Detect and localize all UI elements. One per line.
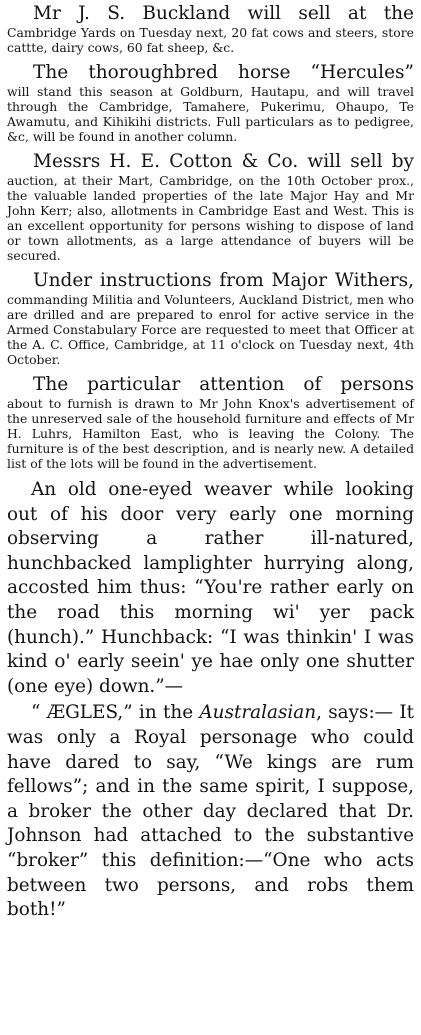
- anecdote-weaver: An old one-eyed weaver while looking out of his door very early one morning observing a rather ill-natured, hunchbacked lamplighter hurrying along, accosted him thus: “You're rather early on the road this morning wi' yer pack (hunch).” Hunchback: “I was thinkin' I was kind o' early seein' ye hae only one shutter (one eye) down.”—: [7, 479, 414, 697]
- news-item-body: will stand this season at Goldburn, Hautapu, and will travel through the Cambridge, Tamahere, Pukerimu, Ohaupo, Te Awamutu, and Kihikihi districts. Full particulars as to pedigree, &c, will be found in another column.: [7, 84, 414, 144]
- aegles-open: “ ÆGLES,” in the: [31, 702, 200, 724]
- news-item-body: Cambridge Yards on Tuesday next, 20 fat cows and steers, store cattte, dairy cows, 60 fat sheep, &c.: [7, 25, 414, 55]
- news-item-cotton-auction: [7, 151, 414, 263]
- news-item-lead: Messrs H. E. Cotton & Co. will sell by: [33, 151, 414, 172]
- news-item-hercules: [7, 62, 414, 144]
- news-item-buckland: [7, 3, 414, 55]
- news-item-lead: The particular attention of persons: [33, 374, 414, 395]
- news-item-body: commanding Militia and Volunteers, Auckland District, men who are drilled and are prepared to enrol for active service in the Armed Constabulary Force are requested to meet that Officer at the A. C. Office, Cambridge, at 11 o'clock on Tuesday next, 4th October.: [7, 292, 414, 367]
- news-item-body: auction, at their Mart, Cambridge, on the 10th October prox., the valuable landed properties of the late Major Hay and Mr John Kerr; also, allotments in Cambridge East and West. This is an excellent opportunity for persons wishing to dispose of land or town allotments, as a large attendance of buyers will be secured.: [7, 173, 414, 263]
- aegles-paragraph: [7, 701, 414, 922]
- news-item-furniture: [7, 374, 414, 471]
- news-item-body: about to furnish is drawn to Mr John Knox's advertisement of the unreserved sale of the household furniture and effects of Mr H. Luhrs, Hamilton East, who is leaving the Colony. The furniture is of the best description, and is nearly new. A detailed list of the lots will be found in the advertisement.: [7, 396, 414, 471]
- news-item-lead: Under instructions from Major Withers,: [33, 270, 414, 291]
- news-item-lead: Mr J. S. Buckland will sell at the: [33, 3, 414, 24]
- publication-name: Australasian: [199, 702, 317, 724]
- news-item-lead: The thoroughbred horse “Hercules”: [33, 62, 414, 83]
- news-item-withers: [7, 270, 414, 367]
- aegles-rest: , says:— It was only a Royal personage who could have dared to say, “We kings are rum fellows”; and in the same spirit, I suppose, a broker the other day declared that Dr. Johnson had attached to the substantive “broker” this definition:—“One who acts between two persons, and robs them both!”: [7, 702, 414, 921]
